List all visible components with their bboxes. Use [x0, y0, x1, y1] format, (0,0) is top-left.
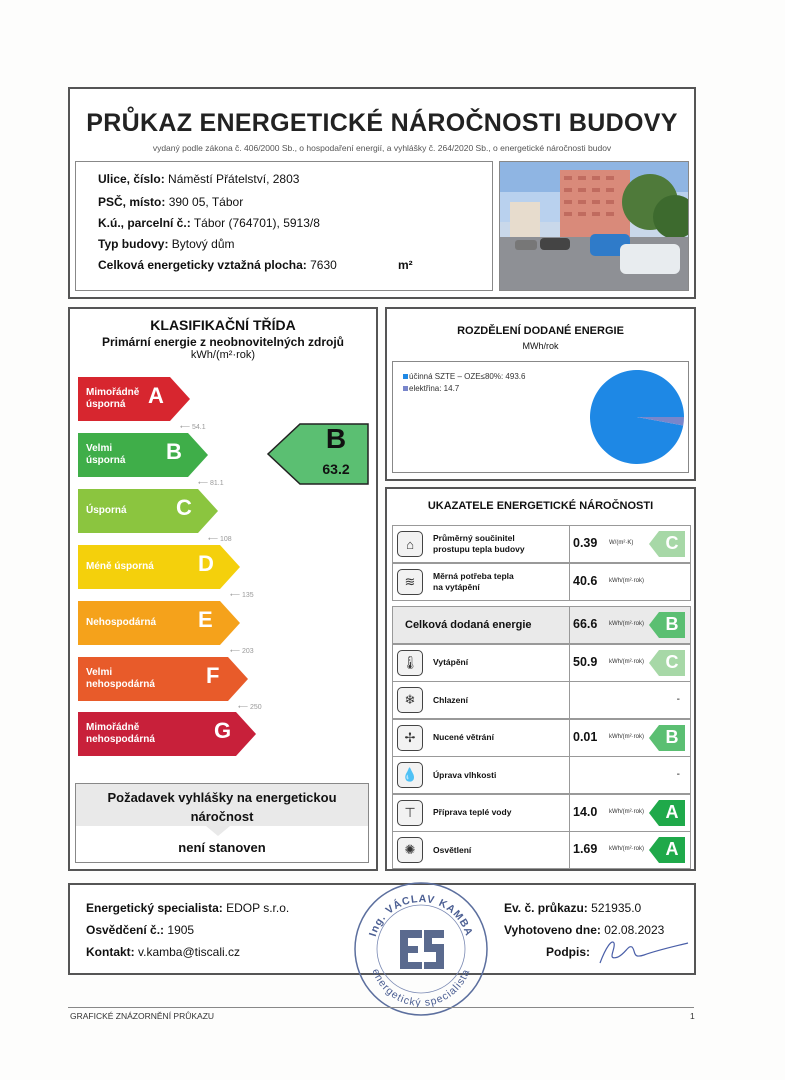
- indicator-class-letter: B: [665, 726, 679, 747]
- class-boundary-tick: ⟵ 54.1: [180, 424, 206, 431]
- legend-label-electricity: elektřina: 14.7: [409, 384, 460, 393]
- area-value: 7630: [310, 258, 337, 272]
- ev-row: [504, 901, 641, 915]
- class-label-f: Velmi nehospodárná: [86, 667, 155, 690]
- building-photo-image: [500, 162, 688, 290]
- svg-text:energetický specialista: [369, 967, 472, 1009]
- indicator-unit: kWh/(m²·rok): [609, 808, 644, 815]
- indicator-label: Měrná potřeba tepla na vytápění: [433, 570, 514, 592]
- indicator-row: [392, 525, 691, 563]
- psc-value: 390 05, Tábor: [168, 195, 244, 209]
- indicator-separator: [569, 720, 570, 756]
- requirement-value: není stanoven: [178, 840, 266, 855]
- indicator-class-letter: A: [665, 801, 679, 822]
- indicator-value: 0.39: [573, 536, 598, 550]
- indicator-unit: W/(m²·K): [609, 540, 634, 546]
- indicator-unit: kWh/(m²·rok): [609, 621, 644, 627]
- requirement-pointer: [206, 826, 230, 836]
- class-boundary-tick: ⟵ 81.1: [198, 480, 224, 487]
- indicator-class-letter: C: [665, 533, 679, 553]
- class-label-d: Méně úsporná: [86, 561, 154, 572]
- classification-panel: [68, 307, 378, 871]
- building-photo: [499, 161, 689, 291]
- indicator-label: Příprava teplé vody: [433, 807, 512, 817]
- class-boundary-tick: ⟵ 108: [208, 536, 232, 543]
- stamp-seal: [352, 880, 490, 1018]
- indicator-class-badge: [649, 612, 685, 638]
- indicator-separator: [569, 645, 570, 681]
- indicators-title: UKAZATELE ENERGETICKÉ NÁROČNOSTI: [427, 500, 654, 512]
- indicator-row: [392, 719, 691, 757]
- specialist-value: EDOP s.r.o.: [226, 901, 290, 915]
- indicator-separator: [569, 832, 570, 868]
- indicator-row: [392, 831, 691, 869]
- class-arrow-c: [78, 489, 218, 533]
- indicator-label: Celková dodaná energie: [405, 618, 532, 631]
- class-arrow-g: [78, 712, 256, 756]
- class-boundary-tick: ⟵ 135: [230, 592, 254, 599]
- class-boundary-value: 108: [219, 536, 232, 543]
- fan-icon: ✢: [397, 725, 423, 751]
- result-arrow: [266, 423, 370, 485]
- ku-row: [98, 216, 320, 230]
- indicator-row: [392, 606, 691, 644]
- area-label: Celková energeticky vztažná plocha:: [98, 258, 307, 272]
- psc-row: [98, 195, 243, 209]
- classification-unit: kWh/(m²·rok): [190, 349, 256, 361]
- result-letter: B: [325, 423, 347, 454]
- area-unit: m²: [398, 258, 413, 272]
- date-value: 02.08.2023: [604, 923, 665, 937]
- humidity-icon: 💧: [397, 762, 423, 788]
- class-boundary-value: 250: [249, 704, 262, 711]
- indicator-unit: kWh/(m²·rok): [609, 658, 644, 665]
- street-label: Ulice, číslo:: [98, 172, 165, 186]
- class-arrow-f: [78, 657, 248, 701]
- cert-row: [86, 923, 194, 937]
- distribution-panel: [385, 307, 696, 481]
- contact-value: v.kamba@tiscali.cz: [138, 945, 240, 959]
- requirement-box: [75, 783, 369, 863]
- ku-label: K.ú., parcelní č.:: [98, 216, 191, 230]
- indicator-value: 0.01: [573, 729, 598, 744]
- class-label-c: Úsporná: [86, 505, 127, 516]
- indicator-class-badge: [649, 531, 685, 557]
- heat-need-icon: ≋: [397, 569, 423, 595]
- date-label: Vyhotoveno dne:: [504, 923, 601, 937]
- indicator-unit: kWh/(m²·rok): [609, 577, 644, 584]
- type-label: Typ budovy:: [98, 237, 169, 251]
- type-row: [98, 237, 235, 251]
- legend-swatch-szte: [403, 374, 408, 379]
- class-letter-b: B: [166, 439, 182, 464]
- street-value: Náměstí Přátelství, 2803: [168, 172, 300, 186]
- indicator-class-none: -: [676, 769, 680, 780]
- indicator-row: [392, 563, 691, 601]
- indicator-class-none: -: [676, 694, 680, 705]
- lightbulb-icon: ✺: [397, 837, 423, 863]
- specialist-stamp: [352, 880, 490, 1018]
- indicator-row: [392, 756, 691, 794]
- indicator-value: 1.69: [573, 842, 598, 856]
- thermometer-icon: 🌡: [397, 650, 423, 676]
- page-caption: GRAFICKÉ ZNÁZORNĚNÍ PRŮKAZU: [70, 1011, 215, 1021]
- psc-label: PSČ, místo:: [98, 195, 166, 209]
- address-panel: [75, 161, 493, 291]
- class-label-a: Mimořádně úsporná: [86, 387, 140, 410]
- indicator-row: [392, 681, 691, 719]
- page-footer-rule: [68, 1007, 694, 1008]
- class-letter-e: E: [198, 607, 213, 632]
- legend-item-electricity: [403, 384, 459, 393]
- class-boundary-tick: ⟵ 203: [230, 648, 254, 655]
- class-boundary-tick: ⟵ 250: [238, 704, 262, 711]
- ku-value: Tábor (764701), 5913/8: [193, 216, 320, 230]
- class-letter-c: C: [176, 495, 192, 520]
- document-title: PRŮKAZ ENERGETICKÉ NÁROČNOSTI BUDOVY: [86, 109, 678, 137]
- indicator-class-badge: [649, 800, 685, 826]
- class-label-g: Mimořádně nehospodárná: [86, 722, 155, 745]
- legend-swatch-electricity: [403, 386, 408, 391]
- class-letter-a: A: [148, 383, 164, 408]
- indicator-unit: kWh/(m²·rok): [609, 733, 644, 740]
- indicator-label: Vytápění: [433, 657, 469, 667]
- class-arrow-a: [78, 377, 190, 421]
- indicator-label: Nucené větrání: [433, 732, 494, 742]
- indicator-class-badge: [649, 725, 685, 751]
- type-value: Bytový dům: [171, 237, 235, 251]
- indicator-value: 66.6: [573, 617, 598, 631]
- area-row: [98, 258, 337, 272]
- street-row: [98, 172, 299, 186]
- class-boundary-value: 81.1: [209, 480, 224, 487]
- class-boundary-value: 54.1: [191, 424, 206, 431]
- result-value: 63.2: [322, 461, 350, 477]
- stamp-top-text: Ing. VÁCLAV KAMBA: [366, 892, 476, 938]
- legend-item-szte: [403, 372, 525, 381]
- page-number: 1: [690, 1011, 695, 1021]
- classification-subtitle: Primární energie z neobnovitelných zdrojů: [101, 335, 345, 349]
- ev-label: Ev. č. průkazu:: [504, 901, 588, 915]
- class-boundary-value: 203: [241, 648, 254, 655]
- indicator-separator: [569, 757, 570, 793]
- stamp-bottom-text: energetický specialista: [369, 967, 473, 1010]
- indicator-separator: [569, 682, 570, 718]
- specialist-row: [86, 901, 289, 915]
- class-letter-d: D: [198, 551, 214, 576]
- faucet-icon: ⊤: [397, 800, 423, 826]
- contact-row: [86, 945, 240, 959]
- indicator-value: 40.6: [573, 573, 598, 588]
- cooling-icon: ❄: [397, 687, 423, 713]
- legend-label-szte: účinná SZTE – OZE≤80%: 493.6: [409, 372, 526, 381]
- class-letter-f: F: [206, 663, 220, 688]
- ev-value: 521935.0: [591, 901, 642, 915]
- cert-label: Osvědčení č.:: [86, 923, 165, 937]
- indicator-separator: [569, 607, 570, 643]
- indicator-row: [392, 794, 691, 832]
- cert-value: 1905: [167, 923, 195, 937]
- house-envelope-icon: ⌂: [397, 531, 423, 557]
- indicator-separator: [569, 564, 570, 600]
- header-panel: [68, 87, 696, 299]
- distribution-unit: MWh/rok: [522, 341, 559, 351]
- indicator-unit: kWh/(m²·rok): [609, 846, 644, 852]
- document-subtitle: vydaný podle zákona č. 406/2000 Sb., o hospodaření energií, a vyhlášky č. 264/2020 Sb., o energetické náročnosti budov: [152, 143, 612, 153]
- indicator-row: [392, 644, 691, 682]
- indicator-label: Chlazení: [433, 694, 468, 705]
- contact-label: Kontakt:: [86, 945, 135, 959]
- sign-label: Podpis:: [546, 945, 590, 959]
- indicator-value: 50.9: [573, 654, 598, 669]
- specialist-label: Energetický specialista:: [86, 901, 223, 915]
- distribution-pie: [588, 368, 686, 466]
- class-label-b: Velmi úsporná: [86, 443, 126, 466]
- class-boundary-value: 135: [241, 592, 254, 599]
- class-arrow-d: [78, 545, 240, 589]
- indicator-class-letter: B: [665, 614, 679, 634]
- class-arrow-b: [78, 433, 208, 477]
- indicators-panel: [385, 487, 696, 871]
- distribution-title: ROZDĚLENÍ DODANÉ ENERGIE: [457, 325, 624, 337]
- requirement-title: Požadavek vyhlášky na energetickou náročnost: [107, 790, 337, 824]
- indicator-label: Úprava vlhkosti: [433, 769, 497, 780]
- indicator-class-letter: C: [665, 651, 679, 672]
- indicator-label: Osvětlení: [433, 844, 472, 855]
- indicator-class-badge: [649, 837, 685, 863]
- indicator-value: 14.0: [573, 804, 598, 819]
- class-arrow-e: [78, 601, 240, 645]
- indicator-separator: [569, 526, 570, 562]
- signature-image: [592, 933, 692, 967]
- distribution-chart-area: [392, 361, 689, 473]
- indicator-class-letter: A: [665, 839, 679, 859]
- indicator-separator: [569, 795, 570, 831]
- classification-title: KLASIFIKAČNÍ TŘÍDA: [150, 317, 296, 333]
- indicator-label: Průměrný součinitel prostupu tepla budovy: [433, 533, 525, 554]
- indicator-class-badge: [649, 650, 685, 676]
- class-letter-g: G: [214, 718, 232, 743]
- class-label-e: Nehospodárná: [86, 617, 157, 628]
